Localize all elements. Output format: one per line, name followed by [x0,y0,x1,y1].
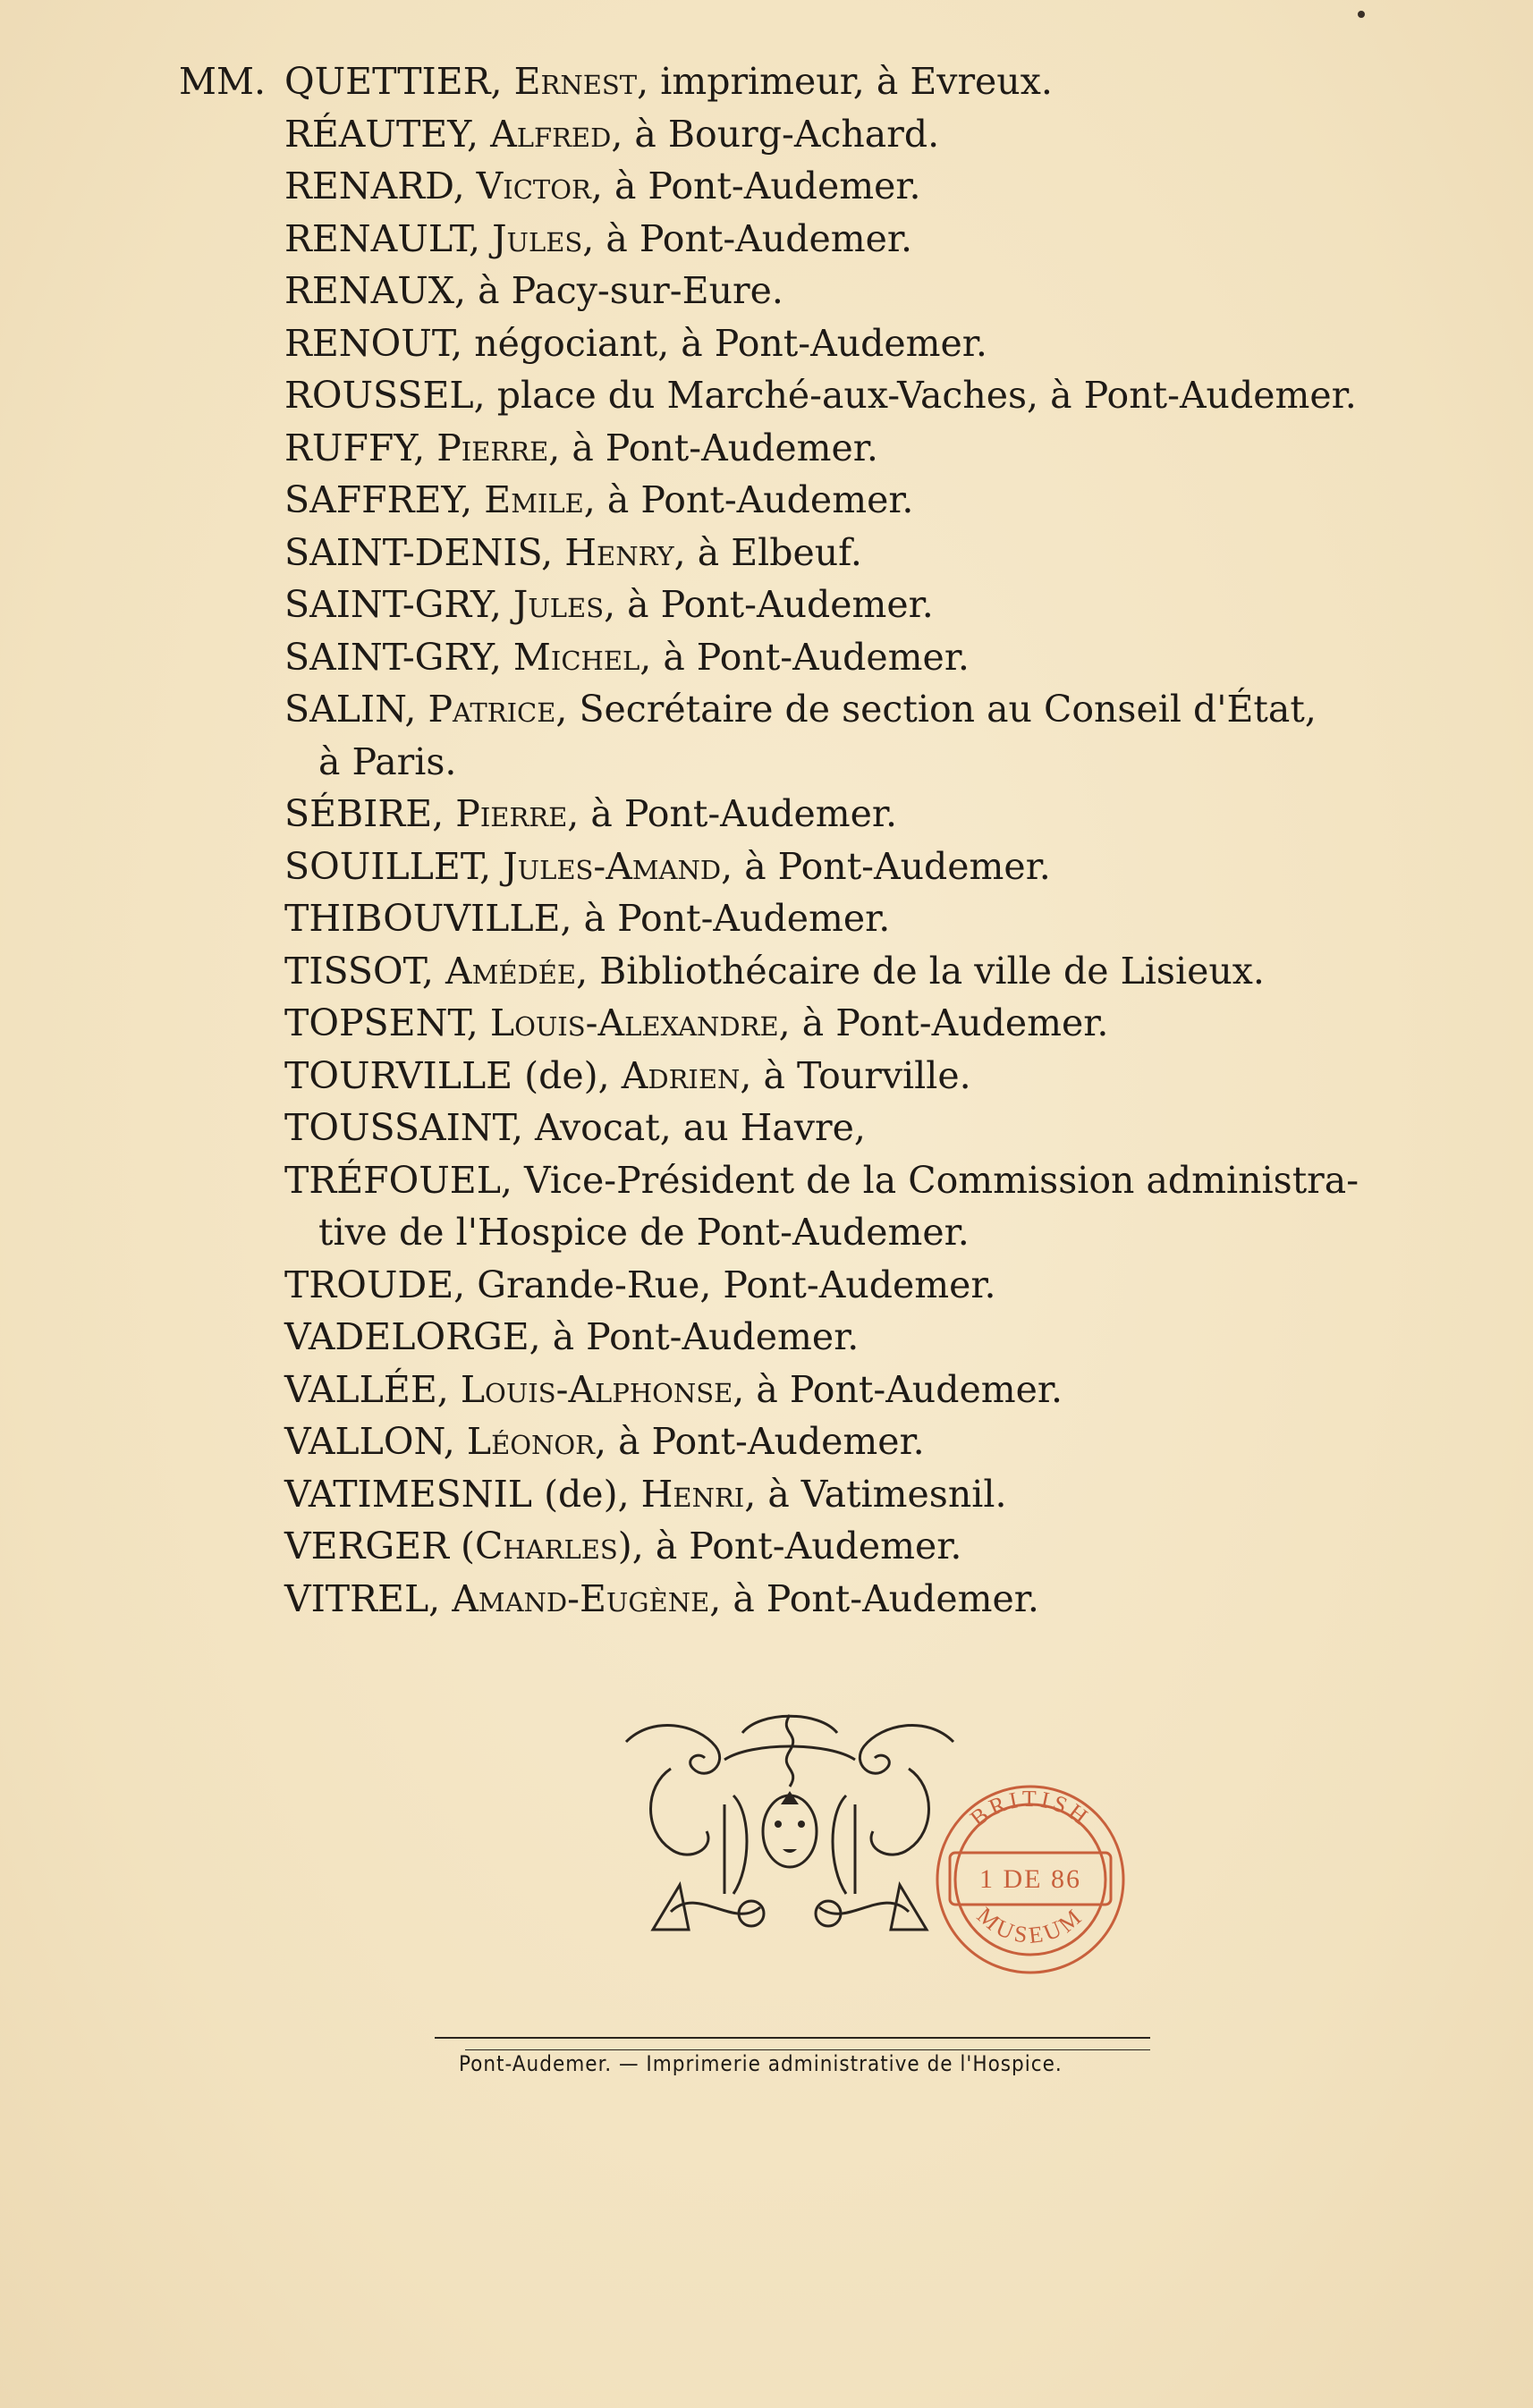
entry-given-name: Henri, [640,1472,757,1516]
list-item [284,1520,1411,1573]
list-heading-mm: MM. [179,60,266,103]
list-item [284,1311,1411,1364]
entry-surname: RÉAUTEY, [284,112,479,156]
entry-details: à Pont-Audemer. [651,635,970,679]
entry-details: à Vatimesnil. [756,1472,1007,1516]
entry-given-name: Louis-Alexandre, [489,1001,791,1044]
list-item [284,1050,1411,1103]
entry-surname: SAINT-GRY, [284,583,502,626]
list-item [284,474,1411,527]
entry-details: à Pont-Audemer. [602,165,921,207]
entry-given-name: Adrien, [621,1053,752,1097]
entry-details: à Pont-Audemer. [579,792,897,835]
entry-surname: TOUSSAINT, [284,1106,524,1149]
entry-surname: SAINT-DENIS, [284,530,554,574]
entry-surname: TRÉFOUEL, [284,1158,512,1202]
entry-surname: SOUILLET, [284,844,492,888]
entry-given-name: Louis-Alphonse, [460,1367,745,1411]
entry-details: à Pont-Audemer. [643,1525,962,1567]
list-item [284,55,1411,108]
entry-details: à Pont-Audemer. [594,216,912,260]
entry-details: à Pont-Audemer. [733,844,1051,888]
entry-given-name: Amand-Eugène, [452,1576,722,1620]
entry-surname: RENAULT, [284,216,481,260]
entry-surname: TROUDE, [284,1263,466,1306]
entry-surname: SALIN, [284,688,417,731]
entry-given-name: Jules-Amand, [503,844,733,888]
typographic-ornament-icon [617,1706,962,1935]
entry-details: à Pont-Audemer. [615,583,934,626]
entry-details: à Pacy-sur-Eure. [466,269,783,312]
entry-details: négociant, à Pont-Audemer. [462,321,987,365]
entry-surname: RUFFY, [284,426,426,469]
entry-details: à Pont-Audemer. [595,478,914,521]
list-item [284,788,1411,841]
list-item [284,108,1411,161]
entry-surname: VALLON, [284,1420,455,1463]
list-item [284,579,1411,631]
entry-details: Vice-Président de la Commission administra- [512,1158,1359,1202]
entry-given-name: Amédée, [445,949,589,993]
entry-details: Bibliothécaire de la ville de Lisieux. [588,949,1265,993]
entry-surname: VATIMESNIL (de), [284,1472,630,1516]
list-item [284,1468,1411,1521]
list-item [284,265,1411,317]
entry-details: à Pont-Audemer. [790,1001,1109,1044]
list-item [284,997,1411,1050]
entry-surname: RENOUT, [284,321,463,365]
entry-given-name: Michel, [512,635,652,679]
stamp-bottom-text: MUSEUM [971,1902,1089,1949]
print-speck [1358,11,1365,18]
entry-details: Grande-Rue, Pont-Audemer. [465,1263,996,1306]
svg-text:BRITISH [965,1786,1095,1831]
entry-given-name: Léonor, [466,1420,607,1463]
entry-details: à Pont-Audemer. [560,426,878,469]
entry-details: Avocat, au Havre, [523,1106,866,1149]
entry-given-name: Emile, [484,478,596,521]
list-item [284,631,1411,684]
entry-given-name: Victor, [476,165,603,207]
list-item [284,1364,1411,1416]
entry-surname: VITREL, [284,1576,441,1620]
list-item [284,527,1411,579]
entry-given-name: Patrice, [428,688,568,731]
entry-surname: VERGER [284,1525,449,1567]
entry-details: à Pont-Audemer. [540,1315,860,1358]
entry-surname: TISSOT, [284,949,434,993]
list-item [284,945,1411,998]
printer-imprint: Pont-Audemer. — Imprimerie administrative de l'Hospice. [459,2051,1063,2076]
entry-details: à Pont-Audemer. [606,1420,925,1463]
stamp-top-text: BRITISH [965,1785,1096,1832]
entry-given-name: Pierre, [436,426,561,469]
entry-given-name: Jules, [492,216,595,260]
entry-given-name: Pierre, [455,792,580,835]
entry-surname: SÉBIRE, [284,792,445,835]
entry-surname: VADELORGE, [284,1315,541,1358]
entry-details: à Pont-Audemer. [744,1367,1063,1411]
entry-given-name: Alfred, [490,112,623,156]
entry-surname: ROUSSEL, [284,374,486,417]
footer-rule [435,2037,1150,2039]
entry-surname: THIBOUVILLE, [284,897,572,940]
entry-given-name: Henry, [564,530,686,574]
stamp-date: 1 DE 86 [979,1864,1081,1894]
entry-details: place du Marché-aux-Vaches, à Pont-Audemer. [485,374,1357,417]
entry-given-name: Ernest, [513,60,649,103]
entry-continuation: à Paris. [318,739,457,783]
list-item [284,1259,1411,1312]
entry-given-name: Jules, [512,583,616,626]
list-item [284,160,1411,213]
entry-continuation: tive de l'Hospice de Pont-Audemer. [318,1211,970,1254]
list-item [284,1573,1411,1626]
entry-details: à Bourg-Achard. [623,112,940,156]
entry-surname: TOPSENT, [284,1001,479,1044]
entry-details: à Pont-Audemer. [572,897,891,940]
list-item [284,1415,1411,1468]
list-item [284,1102,1411,1154]
entry-surname: SAFFREY, [284,478,473,521]
entry-surname: VALLÉE, [284,1367,449,1411]
entry-surname: RENAUX, [284,269,467,312]
list-item [284,841,1411,893]
footer-rule-thin [465,2049,1150,2050]
list-item [284,317,1411,370]
entry-surname: SAINT-GRY, [284,635,502,679]
entry-surname: RENARD, [284,165,465,207]
entry-details: imprimeur, à Evreux. [648,60,1053,103]
entry-given-name: (Charles), [461,1525,644,1567]
entry-details: à Pont-Audemer. [721,1576,1039,1620]
subscriber-list [284,55,1411,1625]
entry-details: Secrétaire de section au Conseil d'État, [567,688,1317,731]
entry-details: à Tourville. [751,1053,971,1097]
list-item [284,422,1411,475]
entry-surname: QUETTIER, [284,60,503,103]
list-item [284,683,1411,788]
entry-surname: TOURVILLE (de), [284,1053,610,1097]
list-item [284,892,1411,945]
list-item [284,213,1411,266]
list-item [284,1154,1411,1259]
list-item [284,369,1411,422]
entry-details: à Elbeuf. [685,530,862,574]
